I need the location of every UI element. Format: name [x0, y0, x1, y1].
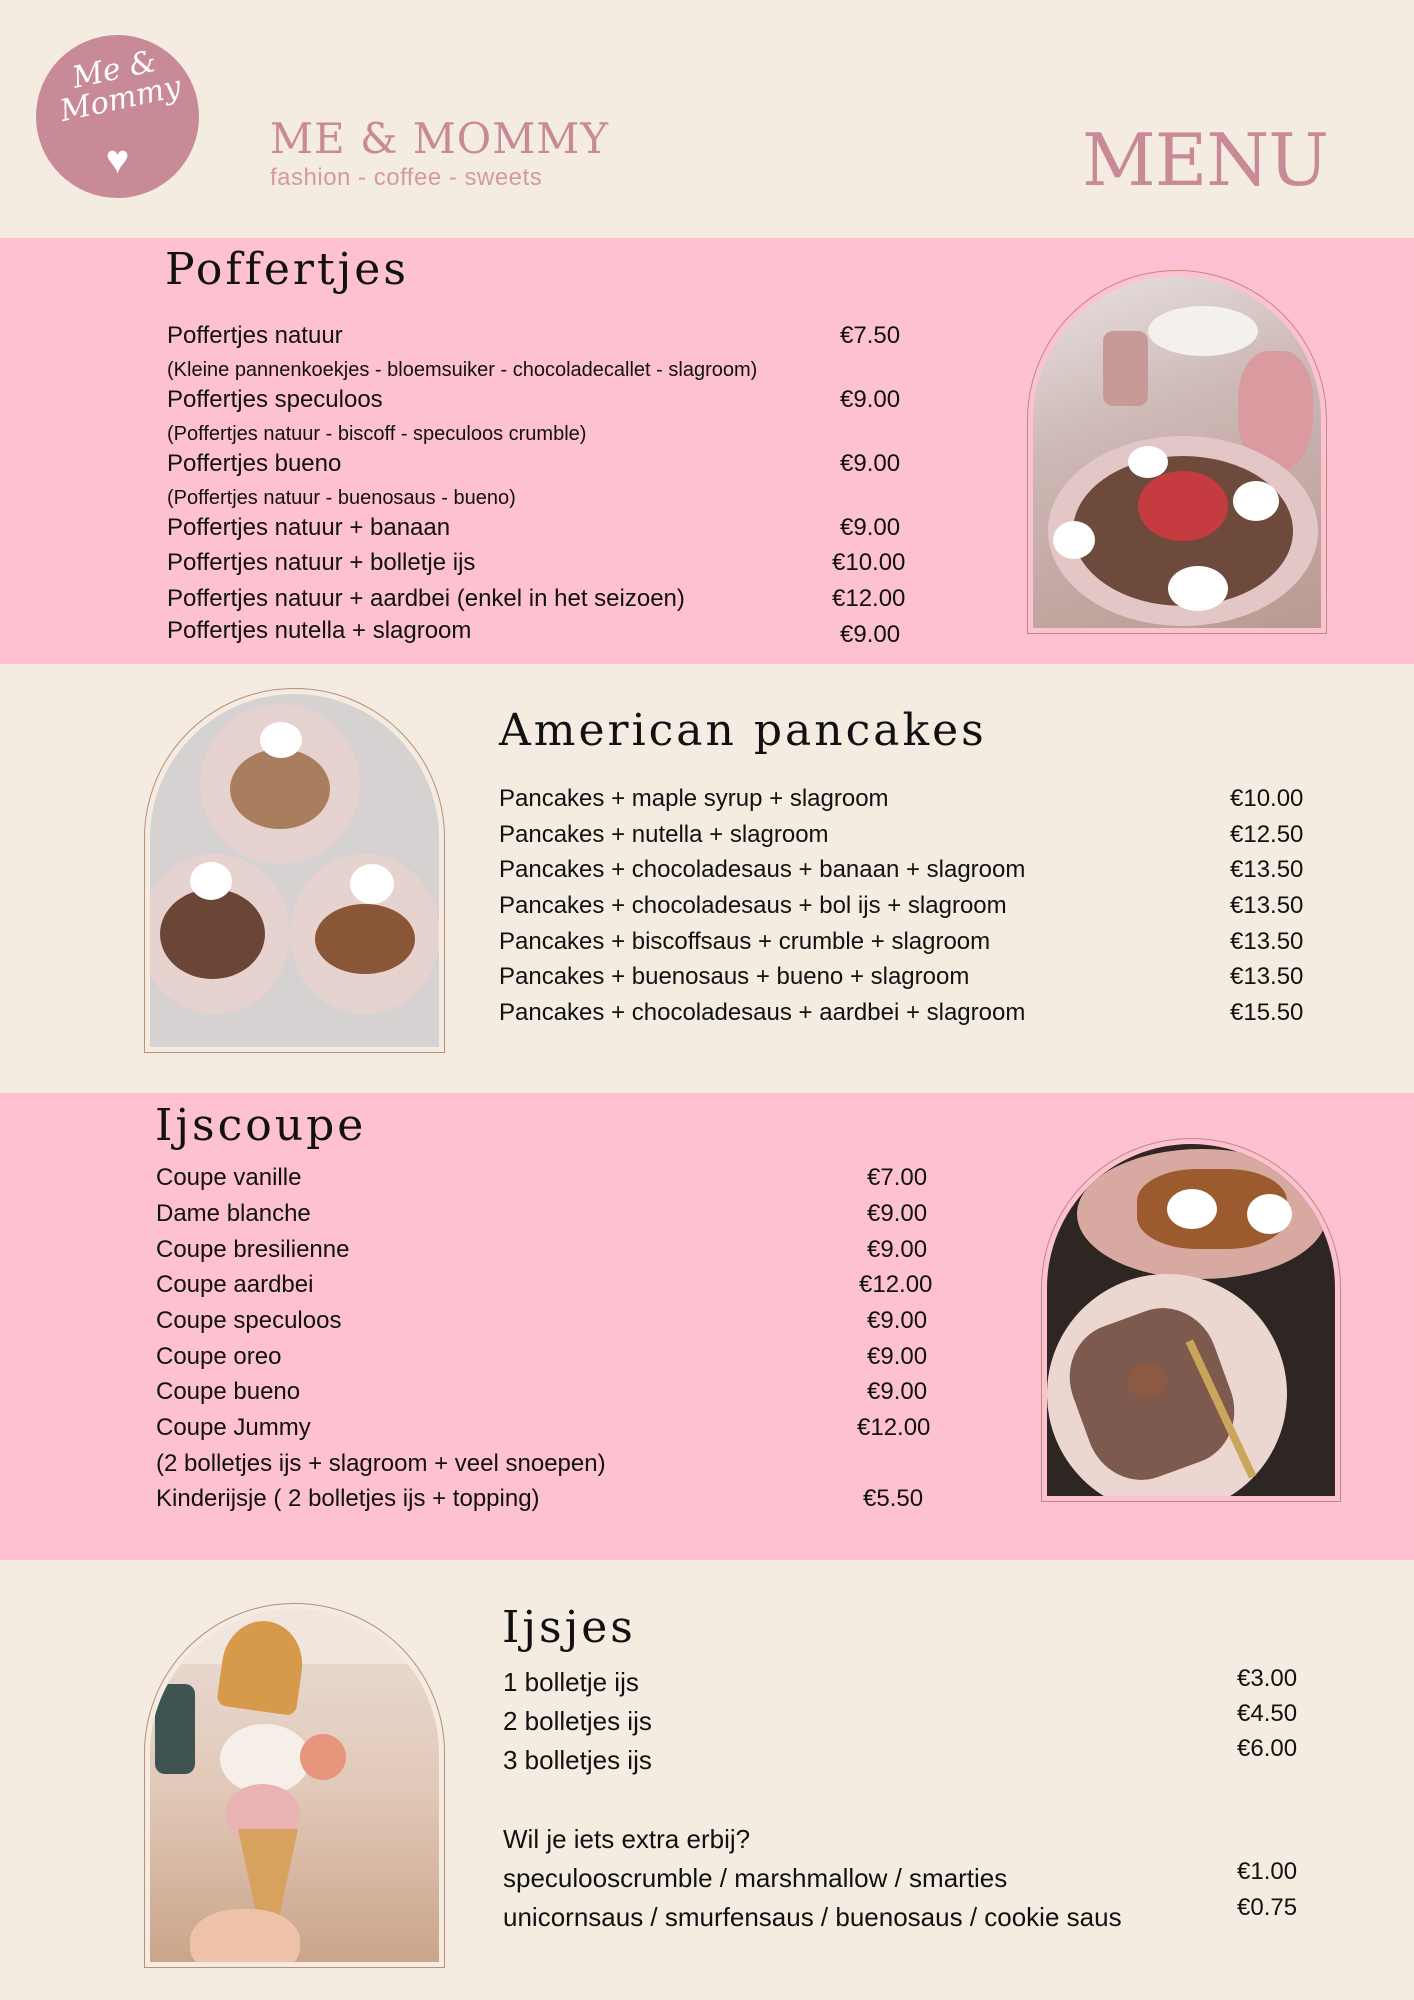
menu-item-price: €12.50 [1230, 821, 1304, 848]
menu-item-name: Coupe oreo [156, 1343, 282, 1370]
menu-item-name: Pancakes + buenosaus + bueno + slagroom [499, 963, 970, 990]
menu-item-name: 3 bolletjes ijs [503, 1745, 652, 1775]
menu-item-name: Pancakes + chocoladesaus + aardbei + slagroom [499, 999, 1026, 1026]
menu-item-name: Pancakes + biscoffsaus + crumble + slagroom [499, 928, 991, 955]
menu-item-price: €9.00 [840, 386, 901, 413]
extras-question: Wil je iets extra erbij? [503, 1824, 751, 1854]
menu-item-price: €7.50 [840, 322, 901, 349]
menu-item-description: (Kleine pannenkoekjes - bloemsuiker - chocoladecallet - slagroom) [167, 359, 758, 381]
menu-item-name: Dame blanche [156, 1200, 311, 1227]
menu-item-price: €12.00 [857, 1414, 931, 1441]
menu-item-name: Pancakes + nutella + slagroom [499, 821, 829, 848]
menu-item-name: Coupe aardbei [156, 1271, 314, 1298]
menu-item-price: €13.50 [1230, 928, 1304, 955]
extra-item-name: speculooscrumble / marshmallow / smarties [503, 1863, 1008, 1893]
menu-item-price: €9.00 [867, 1378, 928, 1405]
menu-item-price: €9.00 [867, 1236, 928, 1263]
logo [36, 35, 199, 198]
menu-item-name: Coupe bresilienne [156, 1236, 350, 1263]
menu-item-price: €9.00 [867, 1307, 928, 1334]
menu-item-name: Poffertjes natuur [167, 322, 343, 349]
menu-item-name: Pancakes + maple syrup + slagroom [499, 785, 889, 812]
menu-item-price: €4.50 [1237, 1700, 1298, 1727]
menu-item-name: 1 bolletje ijs [503, 1667, 639, 1697]
poffertjes-photo [1027, 270, 1327, 634]
menu-item-price: €10.00 [1230, 785, 1304, 812]
menu-item-price: €7.00 [867, 1164, 928, 1191]
menu-item-name: Coupe vanille [156, 1164, 302, 1191]
extra-item-price: €1.00 [1237, 1858, 1298, 1885]
menu-item-description: (2 bolletjes ijs + slagroom + veel snoepen) [156, 1450, 606, 1477]
menu-item-price: €9.00 [840, 450, 901, 477]
menu-item-name: Coupe Jummy [156, 1414, 311, 1441]
menu-item-price: €3.00 [1237, 1665, 1298, 1692]
logo-text: Me & Mommy [56, 43, 185, 130]
menu-item-name: Poffertjes bueno [167, 450, 342, 477]
menu-item-name: Poffertjes natuur + bolletje ijs [167, 549, 476, 576]
ijsjes-heading: Ijsjes [502, 1602, 636, 1653]
extra-item-price: €0.75 [1237, 1894, 1298, 1921]
menu-item-price: €13.50 [1230, 963, 1304, 990]
menu-item-price: €15.50 [1230, 999, 1304, 1026]
menu-item-description: (Poffertjes natuur - buenosaus - bueno) [167, 487, 516, 509]
menu-item-name: Poffertjes natuur + banaan [167, 514, 451, 541]
menu-item-name: Poffertjes natuur + aardbei (enkel in het seizoen) [167, 585, 685, 612]
menu-item-price: €10.00 [832, 549, 906, 576]
menu-item-price: €9.00 [867, 1343, 928, 1370]
extra-item-name: unicornsaus / smurfensaus / buenosaus / cookie saus [503, 1902, 1122, 1932]
menu-item-name: Kinderijsje ( 2 bolletjes ijs + topping) [156, 1485, 540, 1512]
menu-item-price: €9.00 [840, 514, 901, 541]
menu-item-price: €9.00 [867, 1200, 928, 1227]
ijsjes-photo [144, 1603, 445, 1968]
menu-item-price: €6.00 [1237, 1735, 1298, 1762]
brand-name: ME & MOMMY [270, 114, 609, 163]
ijscoupe-heading: Ijscoupe [155, 1100, 367, 1151]
menu-item-name: Pancakes + chocoladesaus + bol ijs + slagroom [499, 892, 1007, 919]
menu-item-name: Poffertjes nutella + slagroom [167, 617, 472, 644]
menu-item-price: €5.50 [863, 1485, 924, 1512]
brand-tagline: fashion - coffee - sweets [270, 164, 543, 191]
menu-item-price: €12.00 [859, 1271, 933, 1298]
menu-item-description: (Poffertjes natuur - biscoff - speculoos crumble) [167, 423, 587, 445]
menu-title: MENU [1082, 118, 1328, 202]
menu-item-price: €9.00 [840, 621, 901, 648]
menu-item-price: €12.00 [832, 585, 906, 612]
ijscoupe-photo [1041, 1138, 1341, 1502]
menu-item-name: Coupe speculoos [156, 1307, 342, 1334]
pancakes-photo [144, 688, 445, 1053]
menu-item-price: €13.50 [1230, 892, 1304, 919]
menu-item-name: Pancakes + chocoladesaus + banaan + slagroom [499, 856, 1026, 883]
menu-item-name: 2 bolletjes ijs [503, 1706, 652, 1736]
pancakes-heading: American pancakes [499, 705, 987, 756]
menu-item-price: €13.50 [1230, 856, 1304, 883]
menu-item-name: Coupe bueno [156, 1378, 301, 1405]
poffertjes-heading: Poffertjes [165, 244, 409, 295]
heart-icon: ♥ [105, 138, 130, 182]
menu-item-name: Poffertjes speculoos [167, 386, 383, 413]
